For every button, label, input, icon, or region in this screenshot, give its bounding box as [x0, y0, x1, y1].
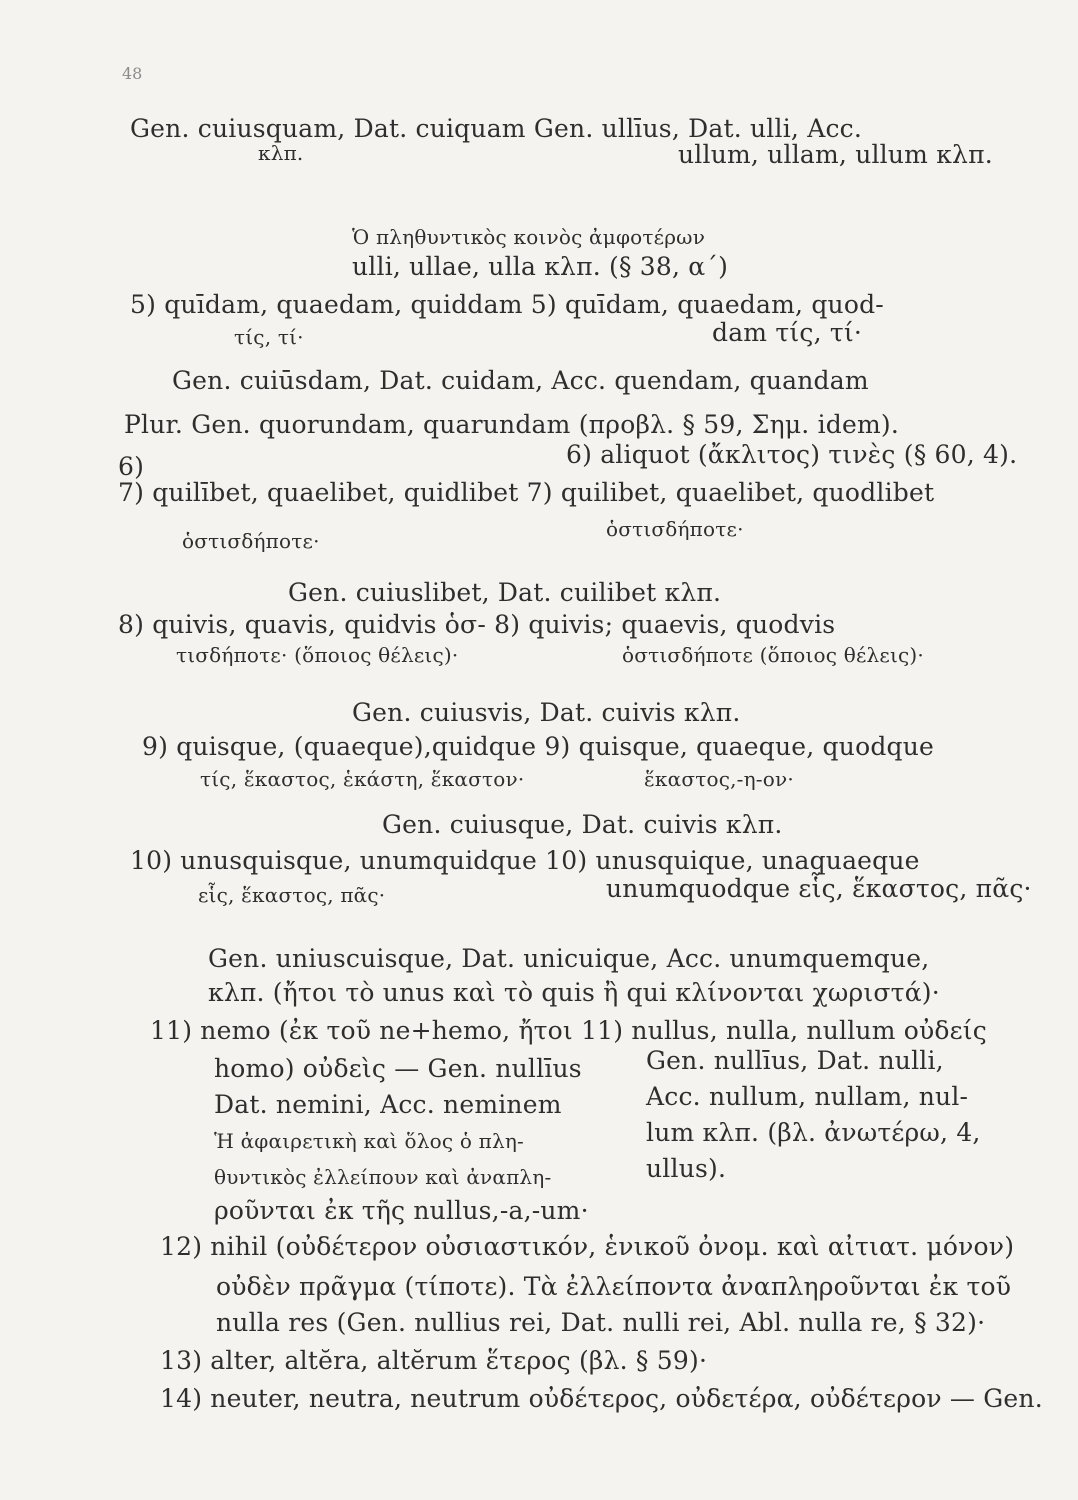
text-line: 8) quivis, quavis, quidvis ὁσ- 8) quivis; quaevis, quodvis [118, 610, 836, 639]
text-line: 5) quīdam, quaedam, quiddam 5) quīdam, quaedam, quod- [130, 290, 884, 319]
text-line: ullum, ullam, ullum κλπ. [678, 140, 993, 169]
text-line: 10) unusquisque, unumquidque 10) unusquique, unaquaeque [130, 846, 920, 875]
text-line: Gen. cuiusquam, Dat. cuiquam Gen. ullīus, Dat. ulli, Acc. [130, 114, 862, 143]
text-line: Gen. uniuscuisque, Dat. unicuique, Acc. unumquemque, [208, 944, 930, 973]
text-line: εἷς, ἕκαστος, πᾶς· [198, 883, 386, 907]
text-line: ullus). [646, 1154, 727, 1183]
text-line: ulli, ullae, ulla κλπ. (§ 38, α΄) [352, 252, 729, 281]
text-line: 6) [118, 452, 145, 481]
text-line: Gen. cuiusque, Dat. cuivis κλπ. [382, 810, 783, 839]
text-line: ροῦνται ἐκ τῆς nullus,-a,-um· [214, 1196, 589, 1225]
text-line: Ἡ ἀφαιρετικὴ καὶ ὅλος ὁ πλη- [214, 1129, 525, 1153]
text-line: κλπ. (ἤτοι τὸ unus καὶ τὸ quis ἢ qui κλίνονται χωριστά)· [208, 978, 940, 1007]
text-line: lum κλπ. (βλ. ἀνωτέρω, 4, [646, 1118, 981, 1147]
text-line: ἕκαστος,-η-ον· [644, 767, 794, 791]
text-line: 7) quilībet, quaelibet, quidlibet 7) quilibet, quaelibet, quodlibet [118, 478, 935, 507]
text-line: 14) neuter, neutra, neutrum οὐδέτερος, οὐδετέρα, οὐδέτερον — Gen. [160, 1384, 1043, 1413]
text-line: τίς, τί· [234, 325, 304, 349]
text-line: Dat. nemini, Acc. neminem [214, 1090, 562, 1119]
text-line: 9) quisque, (quaeque),quidque 9) quisque, quaeque, quodque [142, 732, 935, 761]
text-line: homo) οὐδεὶς — Gen. nullīus [214, 1054, 582, 1083]
text-line: τίς, ἕκαστος, ἑκάστη, ἕκαστον· [200, 767, 525, 791]
text-line: κλπ. [258, 141, 304, 165]
text-line: Acc. nullum, nullam, nul- [646, 1082, 969, 1111]
text-line: unumquodque εἷς, ἕκαστος, πᾶς· [606, 874, 1032, 903]
text-line: dam τίς, τί· [712, 318, 863, 347]
text-line: Gen. cuiusvis, Dat. cuivis κλπ. [352, 698, 741, 727]
text-line: Plur. Gen. quorundam, quarundam (προβλ. § 59, Σημ. idem). [124, 410, 899, 439]
text-line: 12) nihil (οὐδέτερον οὐσιαστικόν, ἑνικοῦ ὀνομ. καὶ αἰτιατ. μόνον) [160, 1232, 1015, 1261]
text-line: θυντικὸς ἐλλείπουν καὶ ἀναπλη- [214, 1165, 552, 1189]
page-number: 48 [122, 64, 143, 83]
text-line: τισδήποτε· (ὅποιος θέλεις)· [176, 643, 459, 667]
text-line: ὁστισδήποτε (ὅποιος θέλεις)· [622, 643, 924, 667]
text-line: Gen. nullīus, Dat. nulli, [646, 1046, 944, 1075]
text-line: 13) alter, altĕra, altĕrum ἕτερος (βλ. § 59)· [160, 1346, 708, 1375]
text-line: nulla res (Gen. nullius rei, Dat. nulli rei, Abl. nulla re, § 32)· [216, 1308, 986, 1337]
text-line: ὁστισδήποτε· [182, 529, 320, 553]
text-line: Ὁ πληθυντικὸς κοινὸς ἀμφοτέρων [352, 225, 706, 249]
text-line: 11) nemo (ἐκ τοῦ ne+hemo, ἤτοι 11) nullus, nulla, nullum οὐδείς [150, 1016, 988, 1045]
text-line: Gen. cuiūsdam, Dat. cuidam, Acc. quendam, quandam [172, 366, 869, 395]
text-line: 6) aliquot (ἄκλιτος) τινὲς (§ 60, 4). [566, 440, 1018, 469]
text-line: οὐδὲν πρᾶγμα (τίποτε). Τὰ ἐλλείποντα ἀναπληροῦνται ἐκ τοῦ [216, 1272, 1012, 1301]
text-line: Gen. cuiuslibet, Dat. cuilibet κλπ. [288, 578, 722, 607]
text-line: ὁστισδήποτε· [606, 517, 744, 541]
